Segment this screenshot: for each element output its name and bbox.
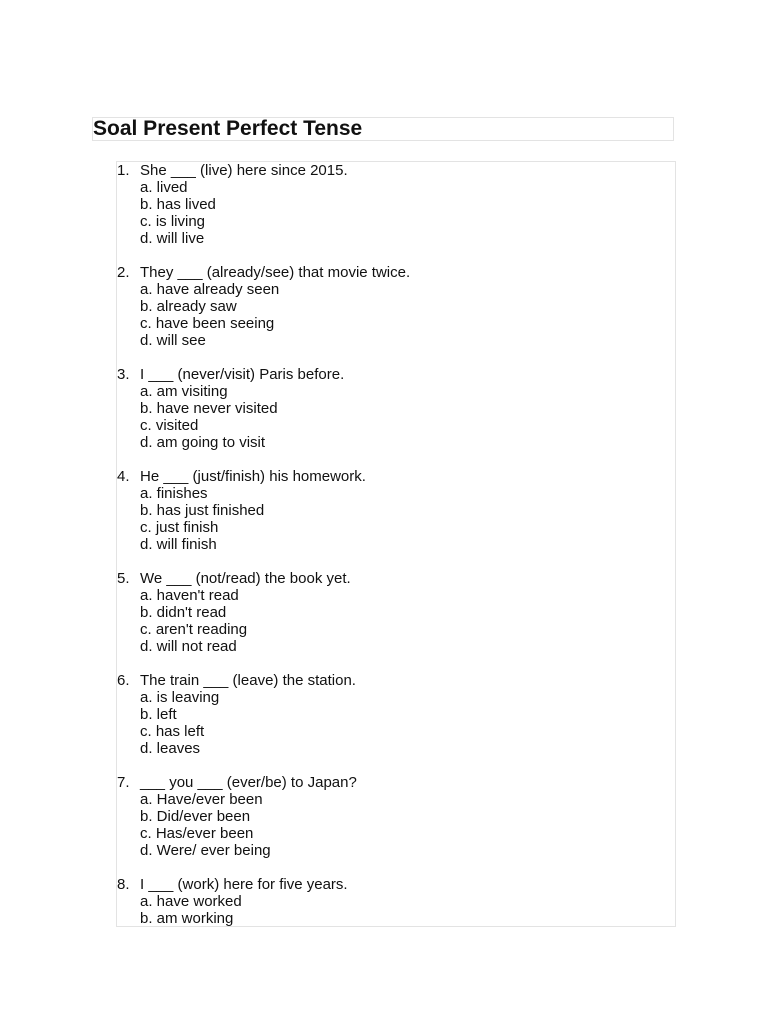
option-list: [140, 893, 242, 927]
answer-option: c. Has/ever been: [140, 825, 254, 842]
answer-option: d. leaves: [140, 740, 201, 757]
answer-option: a. am visiting: [140, 383, 228, 400]
question-item: [117, 570, 675, 672]
answer-option: c. has left: [140, 723, 205, 740]
answer-option: b. has just finished: [140, 502, 265, 519]
option-list: [140, 791, 271, 859]
answer-option: d. will not read: [140, 638, 237, 655]
answer-option: d. am going to visit: [140, 434, 266, 451]
question-item: [117, 876, 675, 927]
question-number: 1.: [117, 162, 130, 179]
question-text: I ___ (work) here for five years.: [140, 876, 348, 893]
answer-option: b. has lived: [140, 196, 216, 213]
question-box: [116, 161, 676, 927]
answer-option: c. is living: [140, 213, 206, 230]
answer-option: a. is leaving: [140, 689, 220, 706]
option-list: [140, 179, 216, 247]
answer-option: c. have been seeing: [140, 315, 275, 332]
question-item: [117, 264, 675, 366]
answer-option: b. Did/ever been: [140, 808, 251, 825]
answer-option: a. Have/ever been: [140, 791, 263, 808]
answer-option: b. have never visited: [140, 400, 278, 417]
question-item: [117, 774, 675, 876]
question-list: [117, 162, 675, 927]
answer-option: c. just finish: [140, 519, 219, 536]
question-text: ___ you ___ (ever/be) to Japan?: [140, 774, 357, 791]
question-number: 2.: [117, 264, 130, 281]
answer-option: d. will finish: [140, 536, 217, 553]
question-text: He ___ (just/finish) his homework.: [140, 468, 366, 485]
question-text: I ___ (never/visit) Paris before.: [140, 366, 345, 383]
question-item: [117, 366, 675, 468]
answer-option: d. Were/ ever being: [140, 842, 271, 859]
option-list: [140, 689, 219, 757]
answer-option: d. will see: [140, 332, 206, 349]
question-text: They ___ (already/see) that movie twice.: [140, 264, 411, 281]
title-box: [92, 117, 674, 141]
question-number: 7.: [117, 774, 130, 791]
question-item: [117, 672, 675, 774]
question-item: [117, 162, 675, 264]
question-text: We ___ (not/read) the book yet.: [140, 570, 351, 587]
answer-option: c. visited: [140, 417, 199, 434]
answer-option: b. already saw: [140, 298, 237, 315]
option-list: [140, 281, 279, 349]
answer-option: a. finishes: [140, 485, 208, 502]
question-item: [117, 468, 675, 570]
question-number: 5.: [117, 570, 130, 587]
question-text: The train ___ (leave) the station.: [140, 672, 356, 689]
question-number: 4.: [117, 468, 130, 485]
answer-option: b. am working: [140, 910, 234, 927]
answer-option: a. haven't read: [140, 587, 239, 604]
answer-option: b. didn't read: [140, 604, 227, 621]
option-list: [140, 383, 278, 451]
answer-option: a. have worked: [140, 893, 242, 910]
question-number: 6.: [117, 672, 130, 689]
answer-option: a. have already seen: [140, 281, 280, 298]
answer-option: b. left: [140, 706, 177, 723]
answer-option: d. will live: [140, 230, 205, 247]
question-number: 8.: [117, 876, 130, 893]
answer-option: c. aren't reading: [140, 621, 248, 638]
option-list: [140, 485, 264, 553]
option-list: [140, 587, 247, 655]
answer-option: a. lived: [140, 179, 188, 196]
page-title: Soal Present Perfect Tense: [93, 117, 363, 140]
question-number: 3.: [117, 366, 130, 383]
question-text: She ___ (live) here since 2015.: [140, 162, 348, 179]
